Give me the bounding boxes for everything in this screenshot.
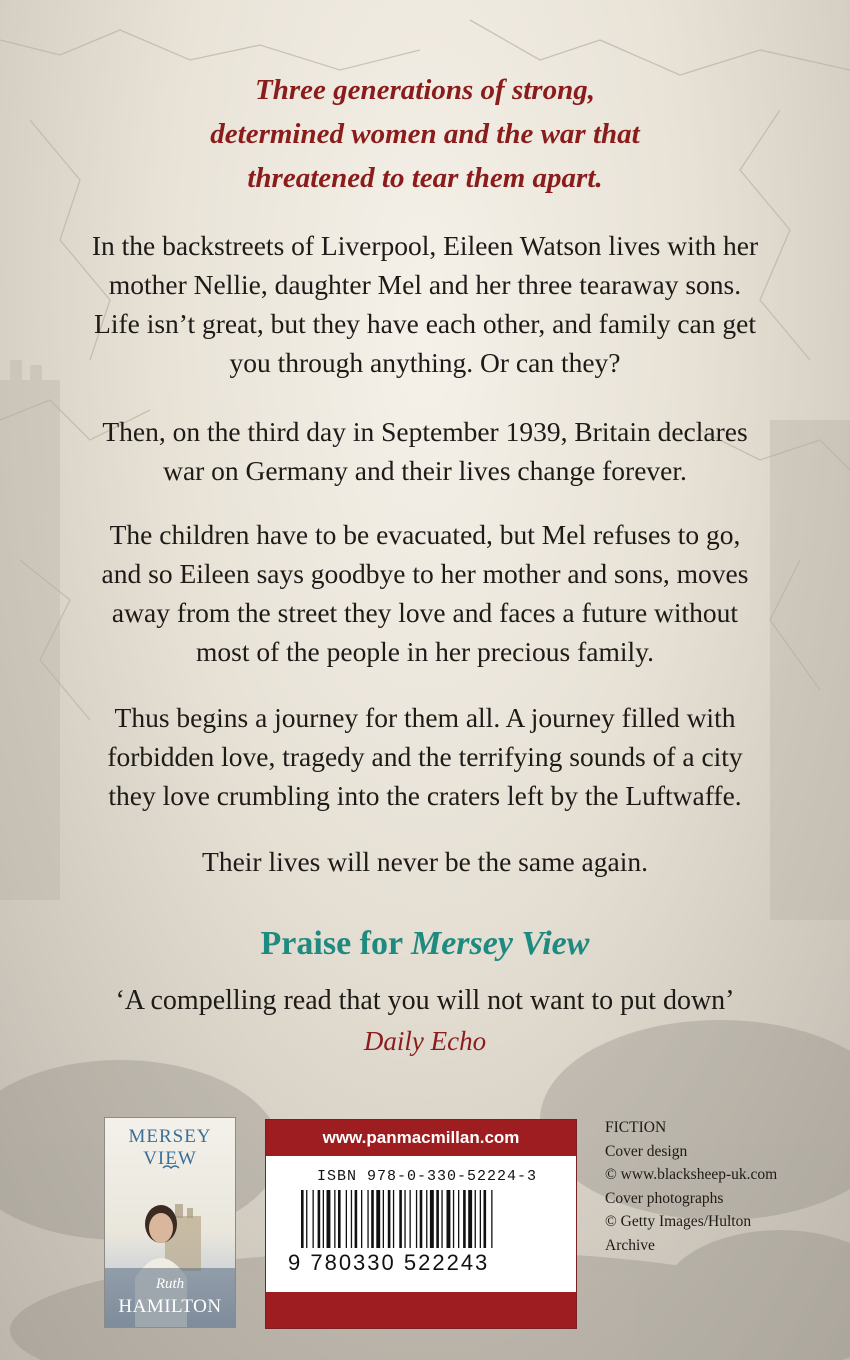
credit-line: © Getty Images/Hulton [605, 1213, 752, 1230]
blurb-line: and so Eileen says goodbye to her mother and sons, moves [101, 558, 749, 589]
barcode-bar [388, 1190, 391, 1248]
thumbnail-author-first: Ruth [155, 1276, 185, 1292]
credit-line: © www.blacksheep-uk.com [605, 1166, 778, 1183]
barcode-bar [441, 1190, 442, 1248]
tagline-line: threatened to tear them apart. [247, 162, 603, 194]
barcode-bar [355, 1190, 358, 1248]
publisher-url: www.panmacmillan.com [322, 1128, 520, 1147]
barcode-bar [410, 1190, 411, 1248]
blurb-paragraph-3 [40, 515, 810, 671]
credit-line: Cover design [605, 1142, 688, 1160]
tagline-line: determined women and the war that [210, 118, 640, 150]
barcode-bar [346, 1190, 347, 1248]
barcode-bar [334, 1190, 335, 1248]
blurb-line: In the backstreets of Liverpool, Eileen Watson lives with her [91, 230, 759, 261]
barcode-bar [463, 1190, 466, 1248]
barcode-bar [426, 1190, 427, 1248]
barcode-bar [371, 1190, 374, 1248]
barcode-bar [367, 1190, 368, 1248]
barcode-bar [484, 1190, 487, 1248]
isbn-label: ISBN 978-0-330-52224-3 [316, 1168, 538, 1185]
barcode-bar [306, 1190, 307, 1248]
barcode-bar [430, 1190, 434, 1248]
praise-heading [0, 922, 850, 966]
credit-line: Cover photographs [605, 1189, 724, 1207]
credit-line: Archive [605, 1236, 655, 1254]
blurb-line: mother Nellie, daughter Mel and her three tearaway sons. [108, 269, 742, 300]
blurb-line: forbidden love, tragedy and the terrifying sounds of a city [107, 741, 743, 772]
credit-line: FICTION [605, 1119, 667, 1136]
barcode-bottom-band [266, 1292, 576, 1328]
review-quote: ‘A compelling read that you will not want to put down’ [115, 985, 735, 1016]
book-cover-thumbnail [104, 1117, 236, 1328]
barcode-bars [301, 1190, 541, 1250]
tagline [0, 68, 850, 200]
blurb-line: Their lives will never be the same again. [202, 846, 648, 877]
praise-heading-title: Mersey View [410, 925, 590, 962]
barcode-bar [399, 1190, 402, 1248]
blurb-line: war on Germany and their lives change forever. [163, 455, 687, 486]
review-source: Daily Echo [363, 1026, 487, 1056]
blurb-line: away from the street they love and faces a future without [111, 597, 739, 628]
barcode-panel [265, 1119, 577, 1329]
tagline-line: Three generations of strong, [255, 74, 595, 106]
thumbnail-author-last: HAMILTON [118, 1296, 222, 1317]
praise-heading-prefix: Praise for [260, 925, 411, 962]
blurb-line: Thus begins a journey for them all. A journey filled with [114, 702, 736, 733]
blurb-line: most of the people in her precious family. [196, 636, 654, 667]
barcode-bar [475, 1190, 476, 1248]
barcode-bar [453, 1190, 454, 1248]
blurb-line: they love crumbling into the craters left by the Luftwaffe. [108, 780, 742, 811]
blurb-paragraph-2 [40, 412, 810, 490]
blurb-line: Then, on the third day in September 1939, Britain declares [102, 416, 748, 447]
blurb-paragraph-5 [40, 842, 810, 881]
barcode-bar [301, 1190, 304, 1248]
barcode-bar [436, 1190, 439, 1248]
thumbnail-title-line-2: VIEW [143, 1148, 197, 1169]
blurb-paragraph-4 [40, 698, 810, 815]
barcode-bar [447, 1190, 451, 1248]
blurb-line: Life isn’t great, but they have each other, and family can get [94, 308, 756, 339]
credits-block [605, 1116, 840, 1257]
barcode-digits: 9 780330 522243 [288, 1250, 490, 1275]
barcode-bar [318, 1190, 321, 1248]
barcode-bar [491, 1190, 492, 1248]
barcode-bar [351, 1190, 352, 1248]
barcode-bar [416, 1190, 417, 1248]
barcode-bar [313, 1190, 314, 1248]
barcode-bar [376, 1190, 380, 1248]
barcode-bar [458, 1190, 459, 1248]
barcode-bar [420, 1190, 423, 1248]
blurb-line: The children have to be evacuated, but Mel refuses to go, [109, 519, 741, 550]
barcode-bar [480, 1190, 481, 1248]
barcode-bar [404, 1190, 405, 1248]
barcode-bar [383, 1190, 384, 1248]
blurb-line: you through anything. Or can they? [229, 347, 621, 378]
barcode-bar [393, 1190, 394, 1248]
barcode-bar [361, 1190, 362, 1248]
barcode-bar [327, 1190, 331, 1248]
blurb-paragraph-1 [40, 226, 810, 382]
barcode-bar [323, 1190, 324, 1248]
barcode-bar [338, 1190, 341, 1248]
thumbnail-title-line-1: MERSEY [128, 1126, 212, 1147]
barcode-bar [468, 1190, 472, 1248]
